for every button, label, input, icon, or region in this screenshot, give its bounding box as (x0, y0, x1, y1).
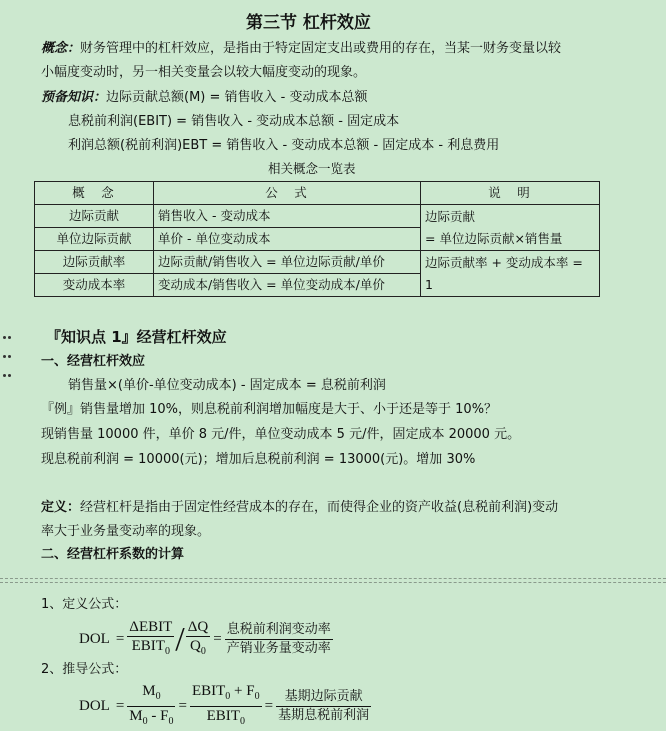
table-cell-note-2 (421, 251, 600, 297)
header-formula: 公 式 (154, 182, 421, 205)
operating-formula-line: 销售量×(单价-单位变动成本) - 固定成本 = 息税前利润 (68, 378, 386, 393)
divide-slash: / (175, 620, 185, 658)
subheading-2: 二、经营杠杆系数的计算 (41, 547, 185, 562)
dol-definition-formula (76, 618, 333, 661)
subheading-1: 一、经营杠杆效应 (41, 354, 146, 369)
table-cell-concept: 单位边际贡献 (35, 228, 154, 251)
m0: $M_0$ (127, 682, 175, 707)
table-caption: 相关概念一览表 (268, 161, 356, 176)
ebit0: $EBIT_0$ (131, 638, 170, 657)
note1-line1: 边际贡献 (425, 208, 476, 224)
note2-line1: 边际贡献率 + 变动成本率 = (425, 254, 583, 270)
derived-formula-label: 2、推导公式： (41, 662, 128, 677)
knowledge-point-heading: 『知识点 1』经营杠杆效应 (46, 328, 227, 346)
table-cell-note-1 (421, 205, 600, 251)
table-header-row (35, 182, 600, 205)
note2-line2: 1 (425, 276, 433, 292)
result-line: 现息税前利润 = 10000(元)；增加后息税前利润 = 13000(元)。增加 30% (41, 452, 476, 467)
equals-sign-5: = (264, 698, 274, 714)
table-row (35, 251, 600, 274)
equals-sign-3: = (115, 698, 125, 714)
base-denominator: 基期息税前利润 (278, 708, 370, 723)
definition-line-1 (41, 498, 558, 518)
page-separator (0, 578, 666, 579)
base-numerator: 基期边际贡献 (276, 688, 371, 707)
concepts-table (34, 181, 600, 297)
drag-handle-icon[interactable] (2, 325, 12, 382)
definition-formula-label: 1、定义公式： (41, 597, 128, 612)
prereq-text-1: 边际贡献总额(M) = 销售收入 - 变动成本总额 (106, 90, 368, 105)
q0: $Q_0$ (190, 638, 206, 657)
dol-derived-formula (76, 682, 371, 731)
equals-sign-2: = (213, 631, 222, 647)
page-title: 第三节 杠杆效应 (246, 13, 371, 33)
dol-symbol-2: DOL (79, 698, 110, 714)
m0-minus-f0: $M_0 - F_0$ (129, 708, 174, 727)
table-cell-formula: 变动成本/销售收入 = 单位变动成本/单价 (154, 274, 421, 297)
concept-line-1 (41, 39, 561, 59)
table-row (35, 205, 600, 228)
page-separator-2 (0, 582, 666, 583)
ebit-plus-fraction (190, 682, 262, 731)
delta-q: ΔQ (187, 619, 209, 635)
ratio-fraction (225, 621, 333, 658)
prereq-line-1 (41, 88, 368, 108)
table-cell-concept: 变动成本率 (35, 274, 154, 297)
definition-text-1: 经营杠杆是指由于固定性经营成本的存在，而使得企业的资产收益(息税前利润)变动 (80, 500, 559, 515)
definition-text-2: 率大于业务量变动率的现象。 (41, 524, 211, 539)
concept-text-1: 财务管理中的杠杆效应，是指由于特定固定支出或费用的存在，当某一财务变量以较 (80, 41, 562, 56)
ratio-numerator: 息税前利润变动率 (225, 621, 333, 640)
prereq-text-2: 息税前利润(EBIT) = 销售收入 - 变动成本总额 - 固定成本 (68, 114, 400, 129)
concept-text-2: 小幅度变动时，另一相关变量会以较大幅度变动的现象。 (41, 65, 367, 80)
table-cell-concept: 边际贡献率 (35, 251, 154, 274)
note1-line2: = 单位边际贡献×销售量 (425, 230, 563, 246)
delta-ebit: ΔEBIT (129, 619, 173, 635)
equals-sign: = (115, 631, 125, 647)
prereq-label: 预备知识： (41, 90, 107, 105)
prereq-text-3: 利润总额(税前利润)EBT = 销售收入 - 变动成本总额 - 固定成本 - 利息费用 (68, 138, 500, 153)
header-note: 说 明 (421, 182, 600, 205)
q-fraction (186, 618, 210, 661)
table-cell-concept: 边际贡献 (35, 205, 154, 228)
equals-sign-4: = (178, 698, 187, 714)
ebit0-den: $EBIT_0$ (206, 708, 245, 727)
header-concept: 概 念 (35, 182, 154, 205)
m-fraction (127, 682, 175, 731)
ebit-fraction (127, 618, 174, 661)
definition-label: 定义： (41, 500, 81, 515)
table-cell-formula: 边际贡献/销售收入 = 单位边际贡献/单价 (154, 251, 421, 274)
example-line: 『例』销售量增加 10%，则息税前利润增加幅度是大于、小于还是等于 10%？ (41, 402, 498, 417)
dol-symbol: DOL (79, 631, 110, 647)
ratio-denominator: 产销业务量变动率 (226, 641, 331, 656)
ebit0-plus-f0: $EBIT_0 + F_0$ (190, 682, 262, 707)
concept-label: 概念： (41, 41, 81, 56)
data-line: 现销售量 10000 件，单价 8 元/件，单位变动成本 5 元/件，固定成本 20000 元。 (41, 427, 521, 442)
base-fraction (276, 688, 371, 725)
table-cell-formula: 销售收入 - 变动成本 (154, 205, 421, 228)
table-cell-formula: 单价 - 单位变动成本 (154, 228, 421, 251)
